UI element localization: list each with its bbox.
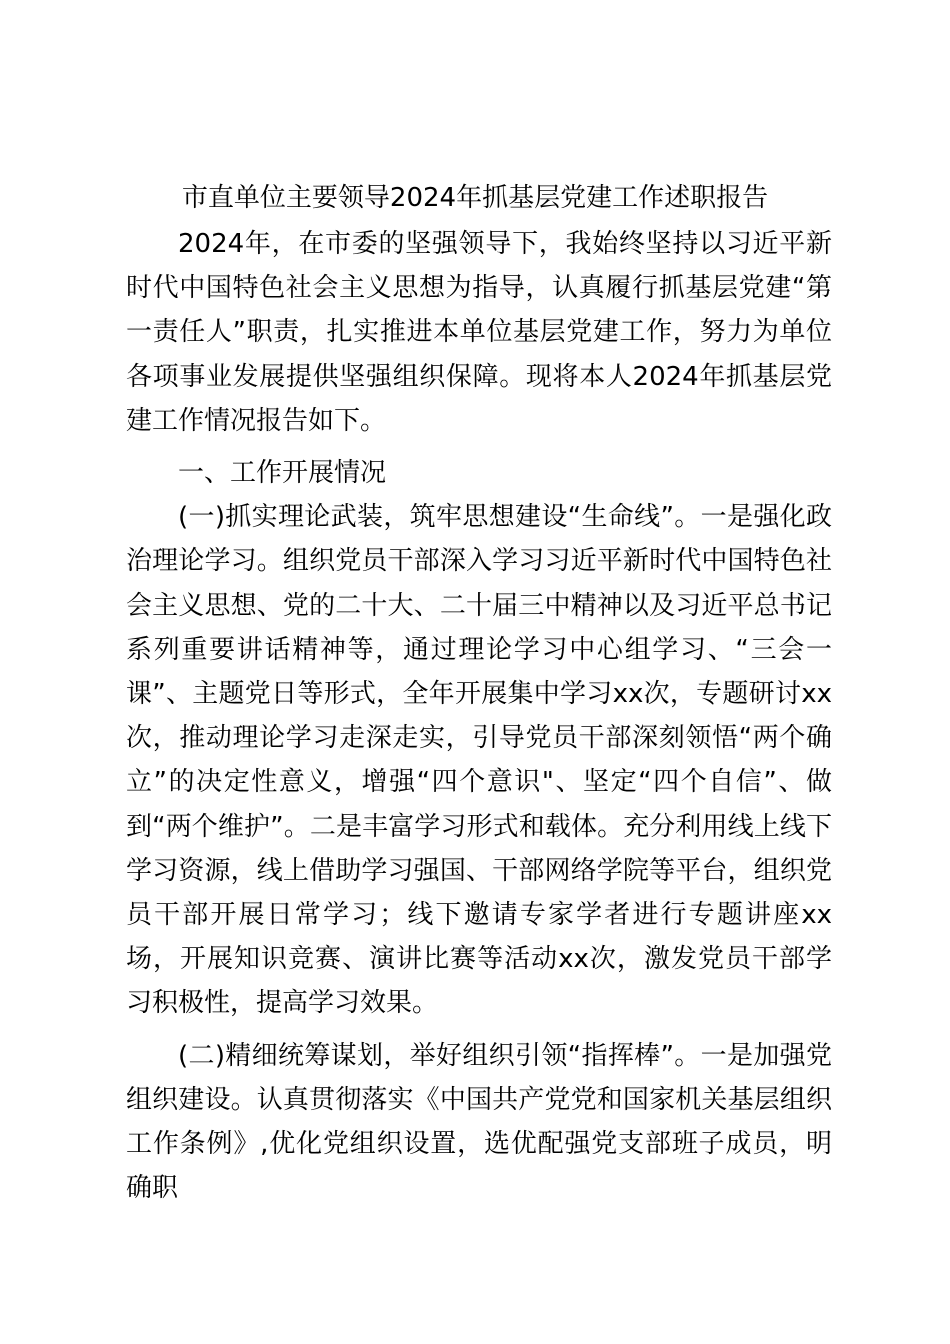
document-title: 市直单位主要领导2024年抓基层党建工作述职报告 xyxy=(181,183,769,213)
paragraph-organization-planning: (二)精细统筹谋划，举好组织引领“指挥棒”。一是加强党组织建设。认真贯彻落实《中国共产党党和国家机关基层组织工作条例》,优化党组织设置，选优配强党支部班子成员，明确职 xyxy=(126,1040,832,1204)
section-heading-work-status: 一、工作开展情况 xyxy=(178,458,387,489)
paragraph-theory-arming: (一)抓实理论武装，筑牢思想建设“生命线”。一是强化政治理论学习。组织党员干部深入学习习近平新时代中国特色社会主义思想、党的二十大、二十届三中精神以及习近平总书记系列重要讲话精神等，通过理论学习中心组学习、“三会一课”、主题党日等形式，全年开展集中学习xx次，专题研讨xx次，推动理论学习走深走实，引导党员干部深刻领悟“两个确立”的决定性意义，增强“四个意识"、坚定“四个自信”、做到“两个维护”。二是丰富学习形式和载体。充分利用线上线下学习资源，线上借助学习强国、干部网络学院等平台，组织党员干部开展日常学习；线下邀请专家学者进行专题讲座xx场，开展知识竞赛、演讲比赛等活动xx次，激发党员干部学习积极性，提高学习效果。 xyxy=(126,502,832,1019)
document-body xyxy=(126,222,832,1210)
paragraph-intro: 2024年，在市委的坚强领导下，我始终坚持以习近平新时代中国特色社会主义思想为指导，认真履行抓基层党建“第一责任人”职责，扎实推进本单位基层党建工作，努力为单位各项事业发展提供坚强组织保障。现将本人2024年抓基层党建工作情况报告如下。 xyxy=(126,229,832,436)
